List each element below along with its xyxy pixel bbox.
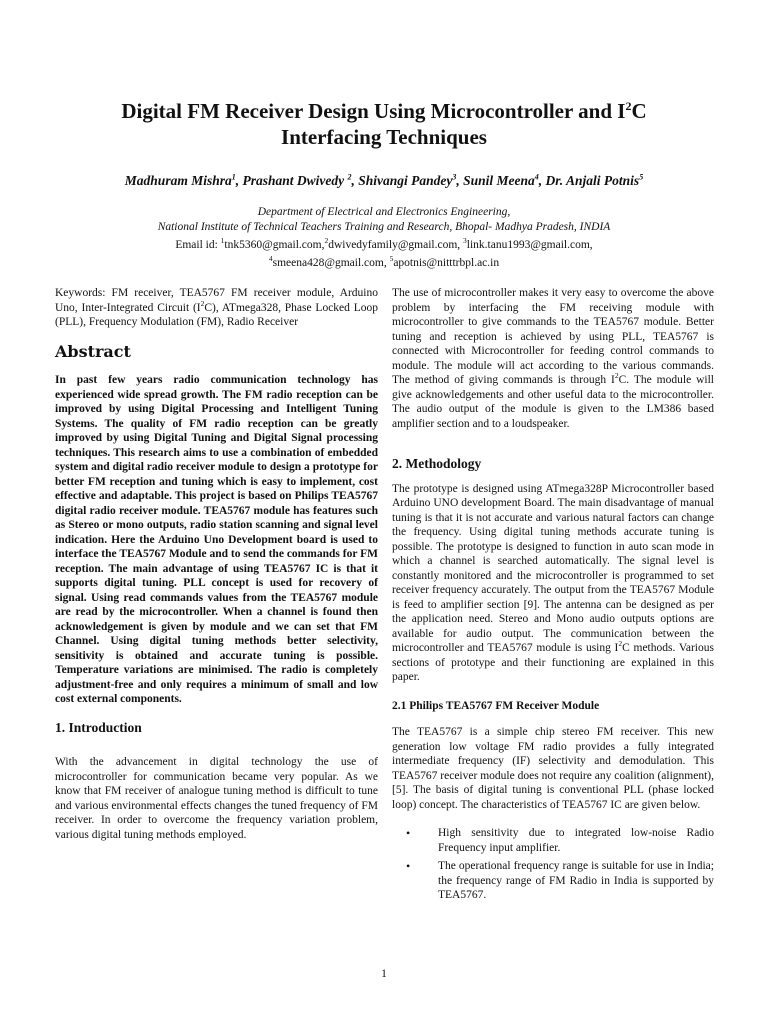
author: Prashant Dwivedy $^2$, — [242, 172, 359, 188]
methodology-heading: 2. Methodology — [392, 456, 482, 471]
methodology-body: The prototype is designed using ATmega328P Microcontroller based Arduino UNO development Board. The main disadvantage of manual tuning is that it is not accurate and various natural factors can change the frequency. Using digital tuning methods accurate tuning is possible. The prototype is designed to function in auto scan mode in which a channel is searched automatically. The signal level is constantly monitored and the microcontroller is programmed to set receiver frequency accurately. The output from the TEA5767 Module is feed to amplifier section [9]. The antenna can be designed as per the application need. Stereo and Mono audio outputs options are available for audio output. The communication between the microcontroller and TEA5767 module is using $I^2C$ methods. Various sections of prototype and their functioning are explained in this paper. — [392, 482, 714, 683]
institute: National Institute of Technical Teachers Training and Research, Bhopal- Madhya Pradesh, INDIA — [157, 220, 611, 233]
introduction-heading: 1. Introduction — [55, 719, 142, 735]
paper-title — [60, 98, 708, 150]
affiliation-block — [60, 205, 708, 271]
email-line-1: Email id: $^1$tnk5360@gmail.com,$^2$dwivedyfamily@gmail.com, $^3$link.tanu1993@gmail.com, — [175, 236, 593, 251]
author: Shivangi Pandey$^3$, — [358, 172, 464, 188]
list-item: • High sensitivity due to integrated low-noise Radio Frequency input amplifier. — [406, 826, 714, 854]
author: Madhuram Mishra$^1$, — [124, 172, 243, 188]
page-number: 1 — [381, 968, 387, 980]
introduction-body: With the advancement in digital technology the use of microcontroller for communication became very popular. As we know that FM receiver of analogue tuning method is difficult to tune and various environmental effects changes the tuned frequency of FM receiver. In order to overcome the frequency variation problem, various digital tuning methods employed. — [55, 756, 378, 841]
author: Sunil Meena$^4$, — [463, 172, 546, 188]
bullet-icon: • — [406, 826, 411, 840]
abstract-heading: Abstract — [55, 341, 131, 361]
left-column — [55, 286, 378, 842]
bullet-icon: • — [406, 859, 411, 873]
author-list — [40, 172, 728, 189]
section-2-1-body: The TEA5767 is a simple chip stereo FM receiver. This new generation low voltage FM radio provides a fully integrated intermediate frequency (IF) selectivity and demodulation. This TEA5767 receiver module does not require any coalition (alignment), [5]. The basis of digital tuning is conventional PLL (phase locked loop) concept. The characteristics of TEA5767 IC are given below. — [392, 726, 714, 811]
author: Dr. Anjali Potnis$^5$ — [545, 172, 644, 188]
section-2-1-heading: 2.1 Philips TEA5767 FM Receiver Module — [392, 699, 600, 712]
abstract-body: In past few years radio communication technology has experienced wide spread growth. The FM radio reception can be improved by using Digital Processing and Intelligent Tuning Systems. The quality of FM radio reception can be greatly improved by using Digital Tuning and Digital Signal processing techniques. This research aims to use a combination of embedded system and digital radio receiver module to design a prototype for better FM reception and tuning which is easy to implement, cost effective and adaptable. This project is based on Philips TEA5767 digital radio receiver module. TEA5767 module has features such as Stereo or mono outputs, radio station scanning and signal level indication. Here the Arduino Uno Development board is used to interface the TEA5767 Module and to send the commands for FM reception. The main advantage of using TEA5767 IC is that it supports digital tuning. PLL concept is used for recovery of signal. Using read commands values from the TEA5767 module are read by the microcontroller. When a channel is found then acknowledgement is given by module and we can set that FM Channel. Using digital tuning methods better selectivity, sensitivity is obtained and accurate tuning is possible. Temperature variations are minimised. The radio is completely adjustment-free and only requires a minimum of small and low cost external components. — [55, 374, 378, 705]
list-item: • The operational frequency range is suitable for use in India; the frequency range of FM Radio in India is supported by TEA5767. — [406, 859, 714, 901]
intro-continued: The use of microcontroller makes it very easy to overcome the above problem by interfacing the FM receiving module with microcontroller to give commands to the TEA5767 module. Better tuning and reception is achieved by using PLL, TEA5767 is connected with Microcontroller for feeding control commands to module. The module will act according to the various commands. The method of giving commands is through $I^2C$. The module will give acknowledgements and other useful data to the microcontroller. The audio output of the module is given to the LM386 based amplifier section and to a loudspeaker. — [392, 287, 714, 430]
characteristics-list — [392, 826, 714, 903]
department: Department of Electrical and Electronics Engineering, — [257, 206, 511, 218]
title-line1: Digital FM Receiver Design Using Microcontroller and $I^2C$ — [121, 99, 647, 123]
right-column — [392, 286, 714, 907]
email-line-2: $^4$smeena428@gmail.com, $^5$apotnis@nitttrbpl.ac.in — [268, 254, 500, 270]
keywords: Keywords: FM receiver, TEA5767 FM receiver module, Arduino Uno, Inter-Integrated Circuit $(I^2C)$, ATmega328, Phase Locked Loop (PLL), Frequency Modulation (FM), Radio Receiver — [55, 287, 378, 328]
title-line2: Interfacing Techniques — [281, 125, 487, 149]
